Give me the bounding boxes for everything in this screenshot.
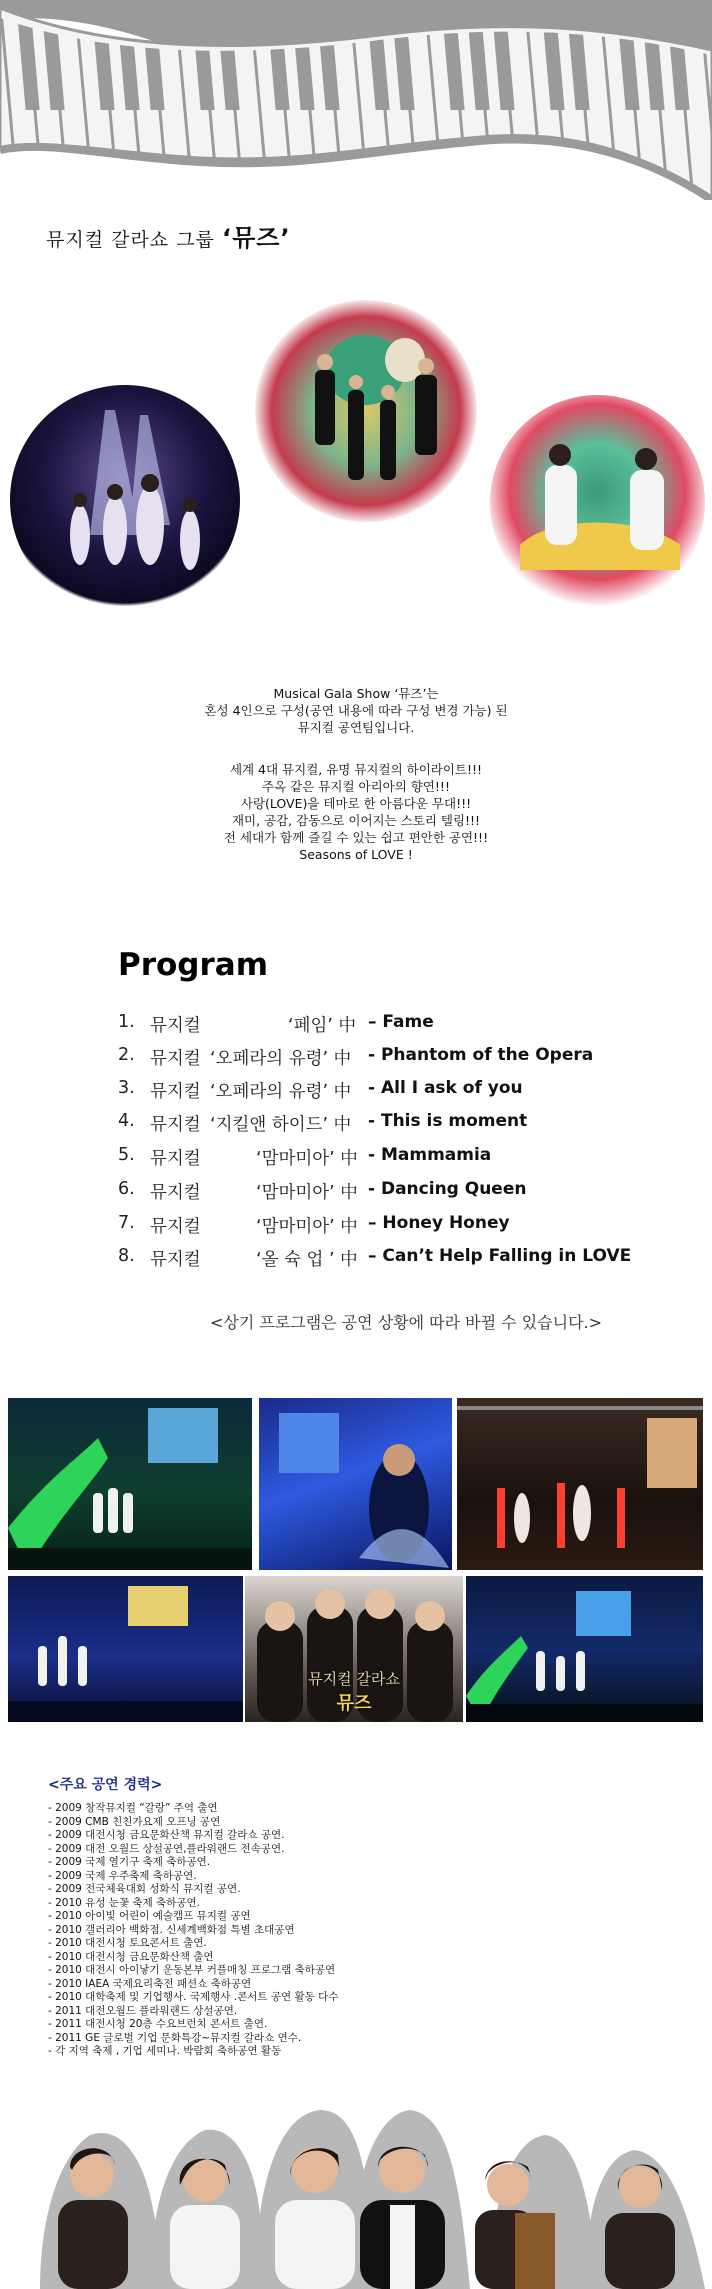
program-item-title: ‘페임’ 中 <box>288 1016 356 1036</box>
intro-line: 뮤지컬 공연팀입니다. <box>297 720 415 735</box>
poster-caption-line1: 뮤지컬 갈라쇼 <box>308 1670 400 1688</box>
career-item: - 2010 대전시 아이낳기 운동본부 커플매칭 프로그램 축하공연 <box>48 1964 336 1976</box>
program-item <box>118 1078 698 1104</box>
program-item <box>118 1179 698 1205</box>
program-item <box>118 1246 698 1272</box>
program-item-title: ‘맘마미아’ 中 <box>256 1217 358 1237</box>
intro-line: 세계 4대 뮤지컬, 유명 뮤지컬의 하이라이트!!! <box>229 762 483 777</box>
program-item-genre: 뮤지컬 <box>150 1115 201 1135</box>
singer-closeup-image <box>259 1398 452 1570</box>
career-item: - 2009 대전시청 금요문화산책 뮤지컬 갈라쇼 공연. <box>48 1829 285 1841</box>
program-item-number: 7. <box>118 1213 135 1233</box>
program-item-title: ‘지킬앤 하이드’ 中 <box>210 1115 352 1135</box>
program-item-song: – Can’t Help Falling in LOVE <box>368 1246 632 1266</box>
program-item-song: - Mammamia <box>368 1145 492 1165</box>
program-item-title: ‘올 슉 업 ’ 中 <box>256 1250 358 1270</box>
piano-keyboard-banner <box>0 0 712 200</box>
career-item: - 2009 전국체육대회 성화식 뮤지컬 공연. <box>48 1883 241 1895</box>
gallery-photo-1 <box>8 1398 252 1570</box>
career-item: - 2011 GE 글로벌 기업 문화특강~뮤지컬 갈라쇼 연수. <box>48 2031 302 2044</box>
career-item: - 2011 대전오월드 플라워랜드 상설공연. <box>48 2004 238 2017</box>
intro-line: 주옥 같은 뮤지컬 아리아의 향연!!! <box>262 779 450 794</box>
program-item-genre: 뮤지컬 <box>150 1183 201 1203</box>
career-item: - 2010 대학축제 및 기업행사. 국제행사 .콘서트 공연 활동 다수 <box>48 1991 339 2003</box>
members-group-photo <box>0 2095 712 2289</box>
career-item: - 2009 국제 우주축제 축하공연. <box>48 1869 197 1882</box>
program-item-genre: 뮤지컬 <box>150 1049 201 1069</box>
intro-line: 사랑(LOVE)을 테마로 한 아름다운 무대!!! <box>240 796 472 811</box>
program-item-number: 3. <box>118 1078 135 1098</box>
program-item-number: 6. <box>118 1179 135 1199</box>
poster-caption <box>245 1668 463 1715</box>
intro-line: 혼성 4인으로 구성(공연 내용에 따라 구성 변경 가능) 된 <box>204 703 508 718</box>
program-item-song: – Honey Honey <box>368 1213 510 1233</box>
program-item-number: 5. <box>118 1145 135 1165</box>
career-item: - 2009 대전 오월드 상설공연,플라워랜드 전속공연. <box>48 1842 285 1855</box>
program-title: Program <box>118 947 269 983</box>
gallery-photo-3 <box>457 1398 703 1570</box>
program-item <box>118 1012 698 1038</box>
circle-photo-left <box>10 385 240 615</box>
program-item-genre: 뮤지컬 <box>150 1016 201 1036</box>
career-item: - 2010 IAEA 국제요리축전 패션쇼 축하공연 <box>48 1977 252 1990</box>
career-item: - 2009 CMB 친친가요제 오프닝 공연 <box>48 1815 221 1828</box>
program-item-song: - Phantom of the Opera <box>368 1045 594 1065</box>
intro-line: 전 세대가 함께 즐길 수 있는 쉽고 편안한 공연!!! <box>223 830 489 845</box>
stage-performers-image <box>10 385 240 615</box>
program-item-genre: 뮤지컬 <box>150 1082 201 1102</box>
program-item-song: - All I ask of you <box>368 1078 523 1098</box>
career-heading: <주요 공연 경력> <box>48 1777 163 1793</box>
career-list <box>48 1802 338 2059</box>
gallery-photo-poster <box>245 1576 463 1722</box>
program-item-title: ‘오페라의 유령’ 中 <box>210 1082 352 1102</box>
poster-caption-line2: 뮤즈 <box>336 1693 372 1714</box>
group-title-prefix: 뮤지컬 갈라쇼 그룹 <box>46 229 215 251</box>
program-item-song: – Fame <box>368 1012 434 1032</box>
career-item: - 2010 대전시청 금요문화산책 출연 <box>48 1950 214 1963</box>
intro-text <box>0 685 712 863</box>
career-item: - 2009 국제 열기구 축제 축하공연. <box>48 1856 211 1868</box>
program-item-genre: 뮤지컬 <box>150 1217 201 1237</box>
program-item-song: - Dancing Queen <box>368 1179 527 1199</box>
intro-line: 재미, 공감, 감동으로 이어지는 스토리 텔링!!! <box>231 813 481 828</box>
circle-photo-center <box>255 300 477 522</box>
program-item-number: 2. <box>118 1045 135 1065</box>
circle-photo-right <box>490 395 705 610</box>
gallery-photo-4 <box>8 1576 243 1722</box>
career-item: - 각 지역 축제 , 기업 세미나. 박람회 축하공연 활동 <box>48 2045 282 2057</box>
program-item-title: ‘맘마미아’ 中 <box>256 1149 358 1169</box>
program-item-number: 8. <box>118 1246 135 1266</box>
gallery-photo-6 <box>466 1576 703 1722</box>
program-item-number: 4. <box>118 1111 135 1131</box>
career-item: - 2009 창작뮤지컬 “갈랑” 주역 출연 <box>48 1802 218 1814</box>
career-item: - 2010 대전시청 토요콘서트 출연. <box>48 1937 207 1949</box>
career-item: - 2011 대전시청 20층 수요브런치 콘서트 출연. <box>48 2018 268 2030</box>
group-name: ‘뮤즈’ <box>221 224 291 252</box>
program-item-song: - This is moment <box>368 1111 528 1131</box>
program-item <box>118 1213 698 1239</box>
duet-performers-image <box>490 395 705 610</box>
career-item: - 2010 아이빛 어린이 예술캠프 뮤지컬 공연 <box>48 1910 251 1922</box>
program-item <box>118 1145 698 1171</box>
concert-stage-image <box>8 1398 252 1570</box>
gallery-photo-2 <box>259 1398 452 1570</box>
costume-performers-image <box>255 300 477 522</box>
program-item-genre: 뮤지컬 <box>150 1149 201 1169</box>
career-item: - 2010 유성 눈꽃 축제 축하공연. <box>48 1896 200 1909</box>
program-note: <상기 프로그램은 공연 상황에 따라 바뀔 수 있습니다.> <box>209 1313 603 1332</box>
career-item: - 2010 갤러리아 백화점. 신세계백화점 특별 초대공연 <box>48 1923 295 1936</box>
intro-line: Seasons of LOVE ! <box>299 847 413 862</box>
program-item <box>118 1045 698 1071</box>
program-item <box>118 1111 698 1137</box>
stage-lights-image <box>457 1398 703 1570</box>
stage-show-image <box>466 1576 703 1722</box>
program-item-genre: 뮤지컬 <box>150 1250 201 1270</box>
group-title <box>46 218 291 253</box>
intro-line: Musical Gala Show ‘뮤즈’는 <box>273 686 439 701</box>
dance-performance-image <box>8 1576 243 1722</box>
program-item-title: ‘맘마미아’ 中 <box>256 1183 358 1203</box>
program-item-number: 1. <box>118 1012 135 1032</box>
program-item-title: ‘오페라의 유령’ 中 <box>210 1049 352 1069</box>
